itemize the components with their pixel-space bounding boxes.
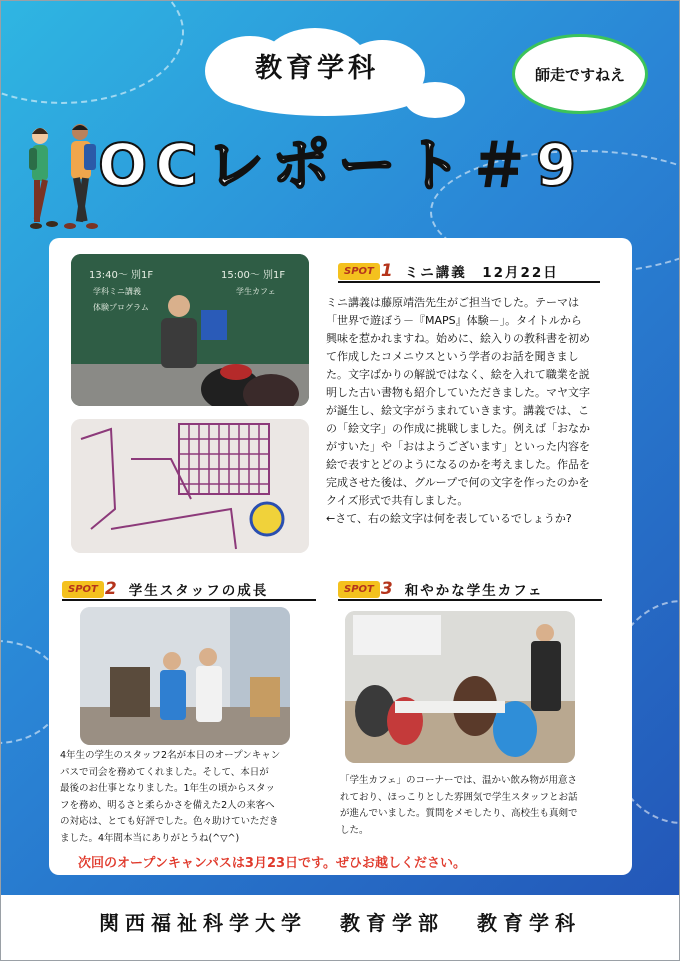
text-line: て作成したコメニウスという学者のお話を聞きまし [326, 350, 579, 363]
footer-university: 関西福祉科学大学 [99, 911, 308, 935]
walking-people-illustration [18, 118, 110, 244]
report-title: OCレポート＃9 [98, 131, 585, 199]
board-text: 体験プログラム [93, 303, 149, 312]
board-text: 学科ミニ講義 [93, 287, 141, 296]
pictograph-art [71, 419, 309, 553]
season-badge: 師走ですねえ [512, 34, 648, 114]
decor-dashed-curve [0, 0, 184, 104]
cafe-photo [345, 611, 575, 763]
lecture-photo [71, 254, 309, 406]
staff-photo-art [80, 607, 290, 745]
footer-department: 教育学科 [476, 911, 581, 935]
text-line: ←さて、右の絵文字は何を表しているでしょうか? [326, 512, 572, 525]
spot-tag: SPOT [338, 263, 380, 280]
text-line: ました。4年間本当にありがとうね(^▽^) [60, 832, 240, 844]
text-line: ミニ講義は藤原靖浩先生がご担当でした。テーマは [326, 296, 579, 309]
text-line: が進んでいました。質問をメモしたり、高校生も真剣で [340, 808, 578, 819]
footer-faculty: 教育学部 [340, 911, 444, 935]
text-line: た。文字ばかりの解説ではなく、絵を入れて職業を説 [326, 368, 590, 381]
text-line: れており、ほっこりとした雰囲気で学生スタッフとお話 [340, 791, 578, 803]
spot2-body [60, 748, 322, 847]
text-line: 最後のお仕事となりました。1年生の頃からスタッ [60, 783, 276, 794]
text-line: が誕生し、絵文字がうまれていきます。講義では、こ [326, 404, 590, 417]
staff-photo [80, 607, 290, 745]
spot-tag: SPOT [62, 581, 104, 598]
spot3-header [338, 579, 544, 599]
next-open-campus-notice: 次回のオープンキャンパスは3月23日です。ぜひお越しください。 [78, 856, 467, 871]
spot3-body [340, 773, 620, 839]
text-line: クイズ形式で共有しました。 [326, 494, 469, 507]
text-line: の「絵文字」の作成に挑戦しました。例えば「おなか [326, 422, 590, 435]
text-line: フを務め、明るさと柔らかさを備えた2人の来客へ [60, 799, 275, 811]
spot1-underline [338, 281, 600, 283]
spot-tag: SPOT [338, 581, 380, 598]
text-line: がすいた」や「おはようございます」といった内容を [326, 440, 590, 453]
text-line: 「学生カフェ」のコーナーでは、温かい飲み物が用意さ [340, 775, 578, 786]
spot2-underline [62, 599, 316, 601]
spot-number: 2 [104, 579, 117, 599]
text-line: 「世界で遊ぼう－『MAPS』体験－」。タイトルから [326, 314, 582, 327]
text-line: パスで司会を務めてくれました。そして、本日が [60, 766, 269, 778]
text-line: した。 [340, 824, 369, 836]
spot-number: 1 [380, 261, 393, 281]
cafe-photo-art [345, 611, 575, 763]
board-text: 学生カフェ [236, 287, 276, 296]
text-line: 興味を惹かれますね。始めに、絵入りの教科書を初め [326, 332, 590, 345]
spot3-title: 和やかな学生カフェ [404, 583, 544, 599]
text-line: の対応は、とても好評でした。色々助けていただき [60, 816, 279, 827]
pictograph-photo [71, 419, 309, 553]
spot-number: 3 [380, 579, 393, 599]
text-line: 明した古い書物も紹介していただきました。マヤ文字 [326, 386, 590, 399]
text-line: 絵で表すとどのようになるのかを考えました。作品を [326, 458, 590, 471]
board-text: 13:40～ 別1F [89, 270, 154, 281]
text-line: 4年生の学生のスタッフ2名が本日のオープンキャン [60, 750, 281, 761]
spot1-body [326, 294, 626, 528]
department-title: 教育学科 [255, 53, 379, 84]
spot3-underline [338, 599, 602, 601]
board-text: 15:00～ 別1F [221, 270, 286, 281]
spot2-title: 学生スタッフの成長 [128, 583, 269, 599]
text-line: 完成させた後は、グループで何の文字を作ったのかを [326, 476, 590, 489]
spot2-header [62, 579, 268, 599]
footer-affiliation [0, 907, 680, 936]
spot1-header [338, 261, 559, 281]
spot1-title: ミニ講義 12月22日 [404, 265, 559, 281]
cloud-shape [405, 82, 465, 118]
